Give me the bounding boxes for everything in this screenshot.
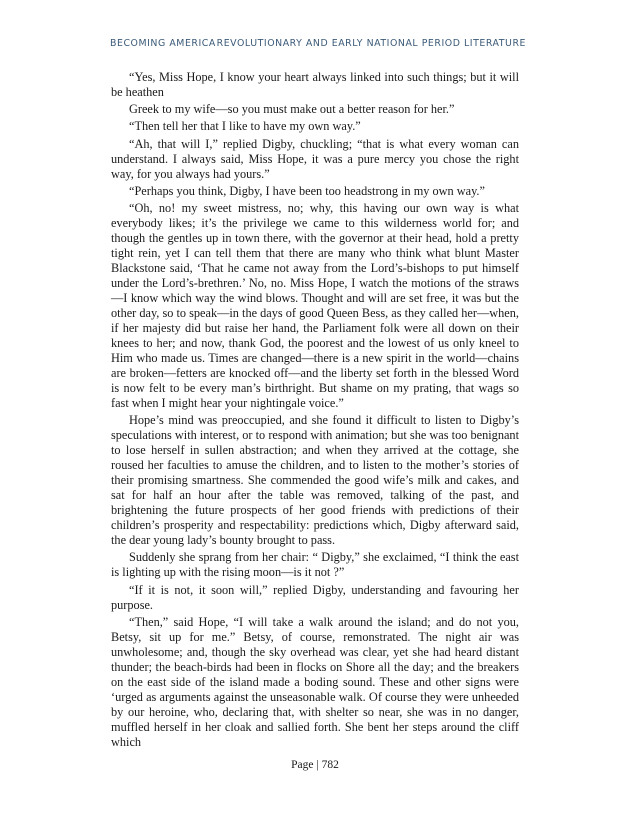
paragraph: “Then tell her that I like to have my own way.” [129,119,361,134]
page-footer [0,759,630,771]
body-text [111,70,519,752]
paragraph: “Perhaps you think, Digby, I have been too headstrong in my own way.” [129,183,485,198]
running-header [110,38,526,54]
paragraph: Suddenly she sprang from her chair: “ Digby,” she exclaimed, “I think the east is lighting up with the rising moon—is it not ?” [111,550,519,580]
paragraph: Hope’s mind was preoccupied, and she found it difficult to listen to Digby’s speculations with interest, or to respond with animation; but she was too benignant to lose herself in sullen abstraction; and when they arrived at the cottage, she roused her faculties to amuse the children, and to listen to the mother’s stories of their promising smartness. She commended the good wife’s milk and cakes, and sat for half an hour after the table was removed, talking of the past, and brightening the future prospects of her good friends with predictions of their children’s prosperity and respectability: predictions which, Digby afterward said, the dear young lady’s bounty brought to pass. [111,413,519,548]
paragraph: “Ah, that will I,” replied Digby, chuckling; “that is what every woman can understand. I always said, Miss Hope, it was a pure mercy you chose the right way, for you always had yours.” [111,136,519,181]
paragraph: “Yes, Miss Hope, I know your heart always linked into such things; but it will be heathen [111,70,519,99]
book-title: BECOMING AMERICA [110,38,216,49]
paragraph: “Then,” said Hope, “I will take a walk around the island; and do not you, Betsy, sit up for me.” Betsy, of course, remonstrated. The night air was unwholesome; and, though the sky overhead was clear, yet she had heard distant thunder; the beach-birds had been in flocks on Shore all the day; and the breakers on the east side of the island made a boding sound. These and other signs were ‘urged as arguments against the unseasonable walk. Of course they were unheeded by our heroine, who, declaring that, with shelter so near, she was in no danger, muffled herself in her cloak and sallied forth. She bent her steps around the cliff which [111,614,519,749]
paragraph: Greek to my wife—so you must make out a better reason for her.” [129,102,455,117]
paragraph: “Oh, no! my sweet mistress, no; why, this having our own way is what everybody likes; it’s the privilege we came to this wilderness world for; and though the gentles up in town there, with the governor at their head, hold a pretty tight rein, yet I can tell them that there are many who think what blunt Master Blackstone said, ‘That he came not away from the Lord’s-bishops to put himself under the Lord’s-brethren.’ No, no. Miss Hope, I watch the motions of the straws—I know which way the wind blows. Thought and will are set free, it was but the other day, so to speak—in the days of good Queen Bess, as they called her—when, if her majesty did but raise her hand, the Parliament folk were all down on their knees to her; and now, thank God, the poorest and the lowest of us only kneel to Him who made us. Times are changed—there is a new spirit in the world—chains are broken—fetters are knocked off—and the liberty set forth in the blessed Word is now felt to be every man’s birthright. But shame on my prating, that wags so fast when I might hear your nightingale voice.” [111,200,519,410]
section-title: REVOLUTIONARY AND EARLY NATIONAL PERIOD LITERATURE [216,38,526,49]
paragraph: “If it is not, it soon will,” replied Digby, understanding and favouring her purpose. [111,582,519,612]
page-number: Page | 782 [291,759,339,771]
